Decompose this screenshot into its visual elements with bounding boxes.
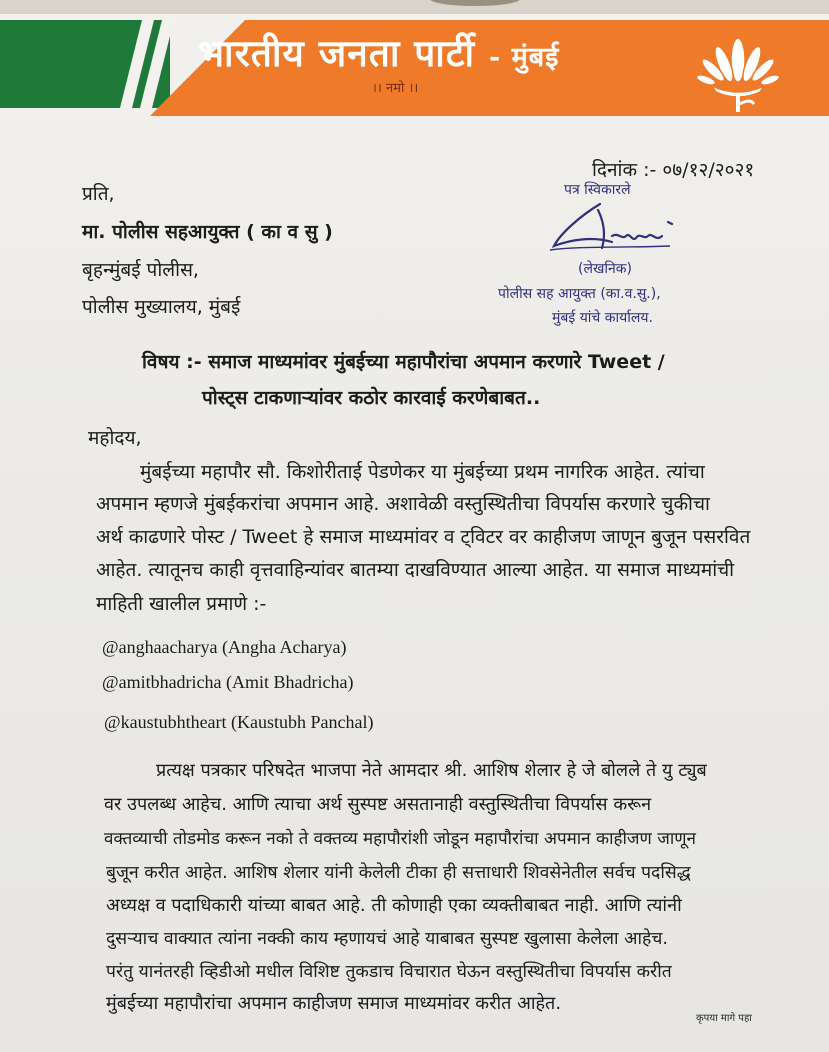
paragraph1-line-4: आहेत. त्यातूनच काही वृत्तवाहिन्यांवर बातम्या दाखविण्यात आल्या आहेत. या समाज माध्यमांची — [96, 559, 735, 581]
lotus-logo-icon — [696, 30, 780, 114]
receipt-stamp-location: मुंबई यांचे कार्यालय. — [552, 310, 653, 326]
account-handle: @amitbhadricha (Amit Bhadricha) — [102, 672, 354, 692]
recipient-to: प्रति, — [82, 183, 115, 205]
paragraph1-line-2: अपमान म्हणजे मुंबईकरांचा अपमान आहे. अशावेळी वस्तुस्थितीचा विपर्यास करणारे चुकीचा — [96, 493, 710, 515]
paragraph1-line-1: मुंबईच्या महापौर सौ. किशोरीताई पेडणेकर या मुंबईच्या प्रथम नागरिक आहेत. त्यांचा — [140, 461, 705, 483]
party-city: - मुंबई — [489, 42, 560, 73]
receipt-stamp-received: पत्र स्विकारले — [564, 182, 631, 198]
recipient-organisation: बृहन्मुंबई पोलीस, — [82, 259, 199, 281]
receipt-stamp-office: पोलीस सह आयुक्त (का.व.सु.), — [498, 286, 661, 302]
recipient-designation: मा. पोलीस सहआयुक्त ( का व सु ) — [82, 221, 333, 243]
paragraph2-line-7: परंतु यानंतरही व्हिडीओ मधील विशिष्ट तुकडाच विचारात घेऊन वस्तुस्थितीचा विपर्यास करीत — [106, 962, 672, 982]
recipient-address: पोलीस मुख्यालय, मुंबई — [82, 296, 241, 318]
letter-date: दिनांक :- ०७/१२/२०२१ — [592, 159, 755, 181]
paragraph2-line-6: दुसऱ्याच वाक्यात त्यांना नक्की काय म्हणायचं आहे याबाबत सुस्पष्ट खुलासा केलेला आहेच. — [106, 929, 668, 949]
subject-line-2: पोस्ट्स टाकणाऱ्यांवर कठोर कारवाई करणेबाबत.. — [202, 387, 541, 409]
paragraph1-line-5: माहिती खालील प्रमाणे :- — [96, 593, 267, 615]
letterhead-motto: ।। नमो ।। — [372, 81, 419, 96]
greeting: महोदय, — [88, 427, 142, 449]
paragraph1-line-3: अर्थ काढणारे पोस्ट / Tweet हे समाज माध्यमांवर व ट्विटर वर काहीजण जाणून बुजून पसरवित — [96, 526, 751, 548]
account-handle: @kaustubhtheart (Kaustubh Panchal) — [104, 712, 374, 732]
receipt-stamp-clerk: (लेखनिक) — [578, 261, 633, 277]
party-name: भारतीय जनता पार्टी - मुंबई — [198, 31, 560, 75]
subject-line-1: विषय :- समाज माध्यमांवर मुंबईच्या महापौरांचा अपमान करणारे Tweet / — [142, 351, 665, 373]
handwritten-signature — [540, 196, 710, 258]
account-handle: @anghaacharya (Angha Acharya) — [102, 637, 347, 657]
paragraph2-line-2: वर उपलब्ध आहेच. आणि त्याचा अर्थ सुस्पष्ट असतानाही वस्तुस्थितीचा विपर्यास करून — [104, 794, 652, 815]
paragraph2-line-5: अध्यक्ष व पदाधिकारी यांच्या बाबत आहे. ती कोणाही एका व्यक्तीबाबत नाही. आणि त्यांनी — [106, 895, 682, 916]
paragraph2-line-4: बुजून करीत आहेत. आशिष शेलार यांनी केलेली टीका ही सत्ताधारी शिवसेनेतील सर्वच पदसिद्ध — [106, 863, 691, 883]
paragraph2-line-1: प्रत्यक्ष पत्रकार परिषदेत भाजपा नेते आमदार श्री. आशिष शेलार हे जे बोलले ते यु ट्युब — [156, 760, 707, 781]
paragraph2-line-3: वक्तव्याची तोडमोड करून नको ते वक्तव्य महापौरांशी जोडून महापौरांचा अपमान काहीजण जाणून — [104, 829, 696, 849]
please-turn-over-note: कृपया मागे पहा — [696, 1013, 752, 1024]
letterhead — [0, 12, 829, 112]
paragraph2-line-8: मुंबईच्या महापौरांचा अपमान काहीजण समाज माध्यमांवर करीत आहेत. — [106, 993, 562, 1014]
